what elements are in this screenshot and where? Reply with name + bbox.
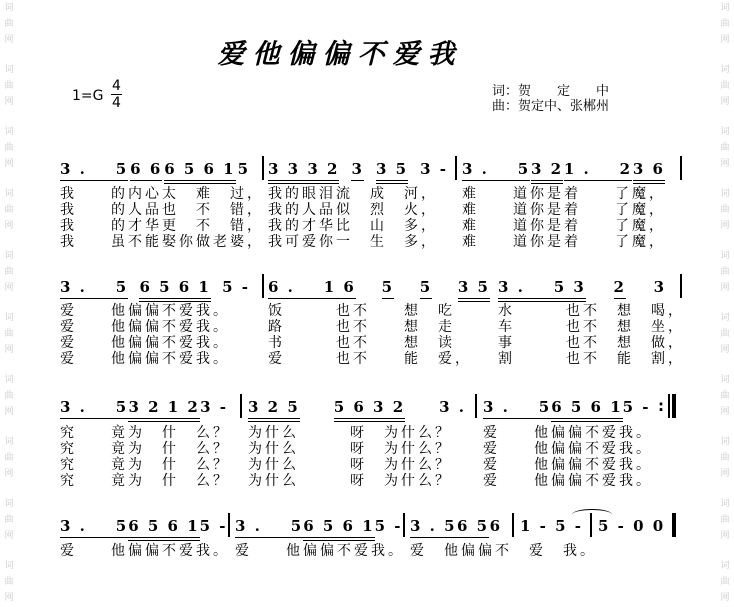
measure [462, 160, 665, 184]
watermark-text: 词 曲 网 [4, 65, 14, 107]
note-group: 3 . 5 [235, 517, 303, 538]
lyric-line: 为什么 呀 为什么？ [248, 425, 452, 441]
lyric-line: 我 的内心太 难 过， [60, 186, 264, 202]
note-group: 3 [653, 278, 666, 296]
repeat-barline [672, 394, 676, 418]
time-numerator: 4 [112, 78, 121, 94]
measure [483, 398, 651, 422]
watermark-text: 词 曲 网 [4, 375, 14, 417]
measure [520, 517, 586, 541]
note-group: 3 [351, 160, 363, 181]
note-group: 1 - 5 - [520, 517, 583, 535]
lyric-line: 饭 也不 想 吃 [268, 303, 455, 319]
measure [498, 278, 666, 302]
watermark-text: 词 曲 网 [720, 65, 730, 107]
lyric-line: 我可爱你一 生 多， [268, 234, 438, 250]
note-group: 5 6 3 2 [334, 398, 405, 422]
note-group: 3 . 5 [483, 398, 551, 419]
watermark-text: 词 曲 网 [720, 561, 730, 603]
lyric-line: 我的眼泪流 成 河， [268, 186, 438, 202]
watermark-text: 词 曲 网 [720, 437, 730, 479]
barline [668, 394, 670, 418]
lyric-line: 爱 他偏偏不爱我。 [60, 335, 230, 351]
measure [410, 517, 502, 541]
barline [512, 513, 514, 537]
lyric-line: 我的人品似 烈 火， [268, 202, 438, 218]
lyric-line: 爱 也不 能 爱， [268, 351, 472, 367]
lyric-line: 水 也不 想 喝， [498, 303, 685, 319]
watermark-text: 词 曲 网 [720, 375, 730, 417]
lyric-line: 我的才华比 山 多， [268, 218, 438, 234]
watermark-text: 词 曲 网 [4, 437, 14, 479]
lyric-line: 我 虽不能娶你做老婆， [60, 234, 264, 250]
note-group: 5 - [222, 278, 250, 296]
watermark-text: 词 曲 网 [4, 3, 14, 45]
note-group: 3 . 5 3 [498, 278, 586, 302]
measure [60, 278, 250, 302]
watermark-text: 词 曲 网 [720, 499, 730, 541]
lyric-line: 事 也不 想 做， [498, 335, 685, 351]
time-signature [111, 78, 122, 111]
measure [598, 517, 666, 541]
lyric-line: 究 竟为 什 么？ [60, 473, 230, 489]
note-group: 3 6 [633, 160, 665, 184]
note-group: 3 - [420, 160, 448, 178]
watermark-text: 词 曲 网 [4, 127, 14, 169]
watermark-text: 词 曲 网 [720, 189, 730, 231]
lyric-line: 难 道你是着 了魔， [462, 218, 666, 234]
barline [262, 156, 264, 180]
lyric-line: 为什么 呀 为什么？ [248, 473, 452, 489]
lyric-line: 爱 他偏偏不爱我。 [483, 457, 653, 473]
barline [240, 394, 242, 418]
lyric-line: 爱 他偏偏不爱我。 [60, 319, 230, 335]
measure [248, 398, 466, 422]
time-denominator: 4 [112, 95, 121, 111]
note-group: 6 5 [457, 517, 489, 538]
measure [268, 278, 490, 302]
note-group: 3 . [439, 398, 466, 416]
note-group: 3 . 5 [60, 160, 128, 181]
note-group: 6 6 [130, 160, 162, 181]
lyric-line: 究 竟为 什 么？ [60, 425, 230, 441]
lyric-line: 爱 他偏偏不爱我。 [60, 351, 230, 367]
measure [268, 160, 448, 184]
barline [262, 274, 264, 298]
note-group: 3 . 5 [410, 517, 457, 538]
note-group: 5 [237, 160, 250, 178]
watermark-text: 词 曲 网 [720, 3, 730, 45]
note-group: 3 . 5 [60, 278, 128, 299]
note-group: 6 [489, 517, 502, 535]
note-group: 3 . 5 [462, 160, 530, 181]
barline [680, 274, 682, 298]
note-group: 3 5 [376, 160, 408, 184]
note-group: 5 - [199, 517, 228, 535]
composer-credit: 曲：贺定中、张郴州 [492, 99, 610, 114]
slur-tie [572, 509, 612, 520]
note-group: 6 5 6 1 [139, 278, 210, 302]
note-group: 5 [420, 278, 432, 299]
watermark-text: 词 曲 网 [720, 251, 730, 293]
watermark-text: 词 曲 网 [4, 313, 14, 355]
note-group: 3 . 5 [60, 517, 128, 538]
measure [60, 517, 228, 541]
barline [228, 513, 230, 537]
watermark-text: 词 曲 网 [720, 313, 730, 355]
lyric-line: 爱 他偏偏不爱我。 [235, 543, 405, 559]
lyric-line: 爱 他偏偏不爱我。 [60, 303, 230, 319]
watermark-text: 词 曲 网 [4, 561, 14, 603]
note-group: 5 [382, 278, 394, 299]
note-group: 3 2 5 [248, 398, 300, 422]
song-title: 爱他偏偏不爱我 [217, 39, 463, 70]
note-group: 6 5 6 1 [164, 160, 235, 184]
lyricist-credit: 词：贺 定 中 [492, 84, 610, 99]
lyric-line: 究 竟为 什 么？ [60, 457, 230, 473]
note-group: 1 . 2 [564, 160, 632, 181]
note-group: 3 . 5 [60, 398, 128, 419]
lyric-line: 我 的才华更 不 错， [60, 218, 264, 234]
measure [235, 517, 403, 541]
lyric-line: 割 也不 能 割， [498, 351, 685, 367]
repeat-dots-icon: : [658, 397, 664, 415]
note-group: 3 2 [531, 160, 563, 184]
lyric-line: 难 道你是着 了魔， [462, 234, 666, 250]
watermark-text: 词 曲 网 [4, 251, 14, 293]
lyric-line: 爱 他偏偏不爱我。 [483, 441, 653, 457]
note-group: 6 5 6 1 [551, 398, 622, 422]
note-group: 6 . 1 6 [268, 278, 356, 299]
lyric-line: 为什么 呀 为什么？ [248, 457, 452, 473]
lyric-line: 难 道你是着 了魔， [462, 202, 666, 218]
lyric-line: 为什么 呀 为什么？ [248, 441, 452, 457]
lyric-line: 究 竟为 什 么？ [60, 441, 230, 457]
lyric-line: 难 道你是着 了魔， [462, 186, 666, 202]
watermark-text: 词 曲 网 [4, 189, 14, 231]
lyric-line: 书 也不 想 读 [268, 335, 455, 351]
barline [403, 513, 405, 537]
note-group: 5 - [622, 398, 651, 416]
note-group: 5 - 0 0 [598, 517, 666, 535]
watermark-text: 词 曲 网 [4, 499, 14, 541]
measure [60, 160, 250, 184]
key-signature: 1=G [72, 88, 104, 104]
measure [60, 398, 228, 422]
note-group: 6 5 6 1 [128, 517, 199, 541]
lyric-line: 爱 他偏偏不 爱 我。 [410, 543, 597, 559]
note-group: 3 - [200, 398, 228, 416]
lyric-line: 爱 他偏偏不爱我。 [60, 543, 230, 559]
note-group: 5 - [374, 517, 403, 535]
lyric-line: 我 的人品也 不 错， [60, 202, 264, 218]
note-group: 3 2 1 2 [128, 398, 199, 422]
final-barline [672, 513, 676, 537]
note-group: 6 5 6 1 [303, 517, 374, 541]
note-group: 3 3 3 2 [268, 160, 339, 184]
lyric-line: 爱 他偏偏不爱我。 [483, 473, 653, 489]
lyric-line: 爱 他偏偏不爱我。 [483, 425, 653, 441]
barline [475, 394, 477, 418]
note-group: 2 [614, 278, 626, 299]
barline [455, 156, 457, 180]
lyric-line: 路 也不 想 走 [268, 319, 455, 335]
lyric-line: 车 也不 想 坐， [498, 319, 685, 335]
barline [680, 156, 682, 180]
watermark-text: 词 曲 网 [720, 127, 730, 169]
note-group: 3 5 [458, 278, 490, 302]
